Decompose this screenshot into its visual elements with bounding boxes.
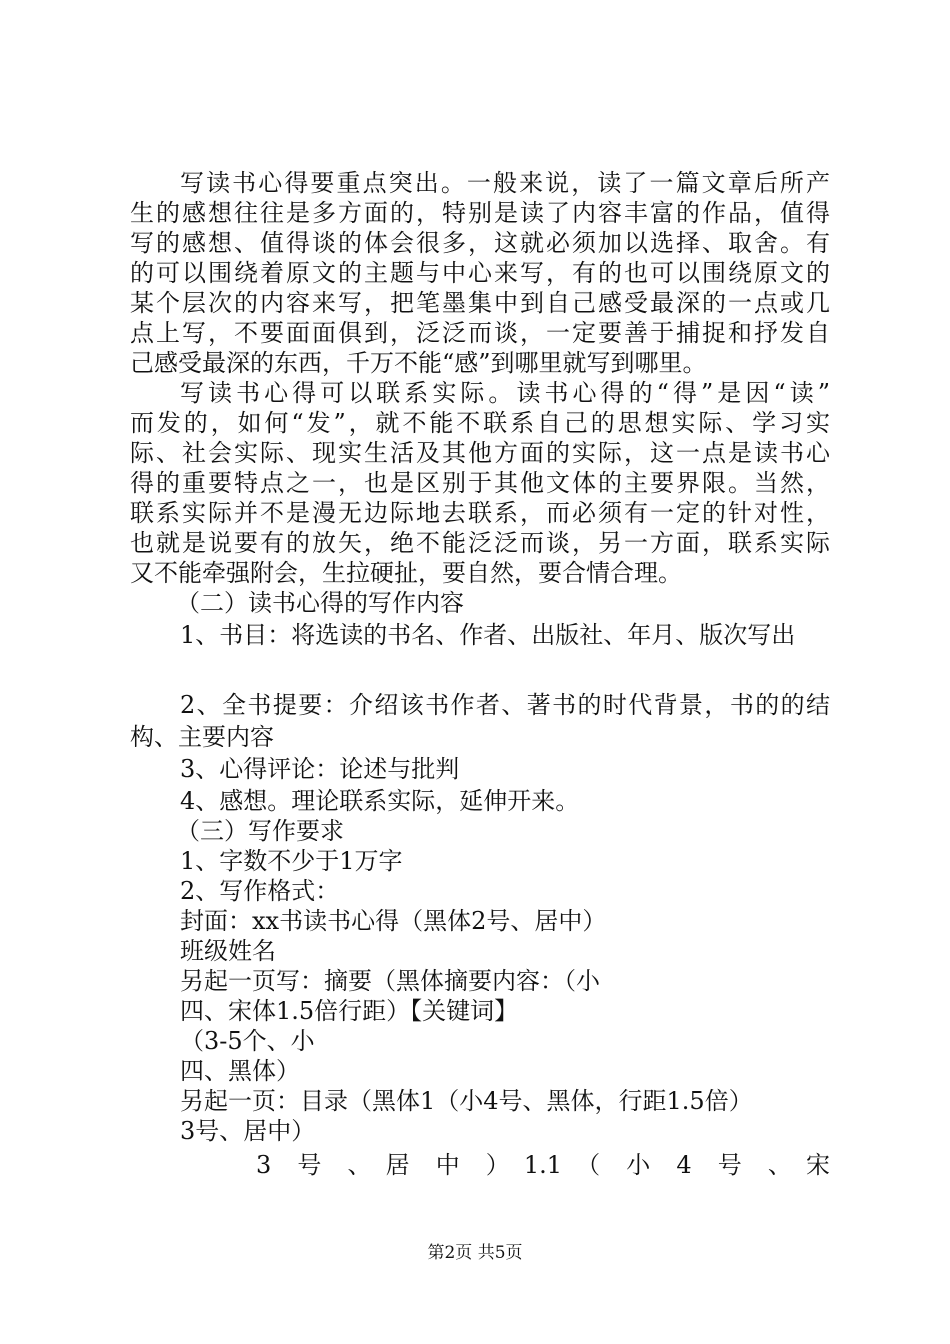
format-line: 另起一页写：摘要（黑体摘要内容：（小 xyxy=(180,967,600,995)
paragraph-line: 又不能牵强附会，生拉硬扯，要自然，要合情合理。 xyxy=(130,559,682,587)
format-line: 四、宋体1.5倍行距）【关键词】 xyxy=(180,997,519,1025)
paragraph-line: 己感受最深的东西，千万不能“感”到哪里就写到哪里。 xyxy=(130,349,707,377)
paragraph-line: 而发的，如何“发”，就不能不联系自己的思想实际、学习实 xyxy=(130,409,830,437)
page-footer: 第2页 共5页 xyxy=(427,1243,523,1263)
format-line: （3-5个、小 xyxy=(180,1027,315,1055)
format-line: 3号、居中） xyxy=(180,1117,316,1145)
paragraph-line: 的可以围绕着原文的主题与中心来写，有的也可以围绕原文的 xyxy=(130,259,830,287)
format-line: 3 号 、 居 中 ） 1.1 （ 小 4 号 、 宋 xyxy=(256,1151,830,1179)
format-line: 班级姓名 xyxy=(180,937,276,965)
format-line: 另起一页：目录（黑体1（小4号、黑体，行距1.5倍） xyxy=(180,1087,753,1115)
paragraph-line: 写的感想、值得谈的体会很多，这就必须加以选择、取舍。有 xyxy=(130,229,830,257)
paragraph-line: 得的重要特点之一，也是区别于其他文体的主要界限。当然， xyxy=(130,469,830,497)
paragraph-line: 联系实际并不是漫无边际地去联系，而必须有一定的针对性， xyxy=(130,499,830,527)
list-item: 2、全书提要：介绍该书作者、著书的时代背景，书的的结 xyxy=(180,691,830,719)
list-item-continuation: 构、主要内容 xyxy=(130,723,274,751)
paragraph-line: 点上写，不要面面俱到，泛泛而谈，一定要善于捕捉和抒发自 xyxy=(130,319,830,347)
format-line: 四、黑体） xyxy=(180,1057,300,1085)
list-item: 1、书目：将选读的书名、作者、出版社、年月、版次写出 xyxy=(180,621,796,649)
paragraph-line: 写读书心得要重点突出。一般来说，读了一篇文章后所产 xyxy=(180,169,830,197)
list-item: 4、感想。理论联系实际，延伸开来。 xyxy=(180,787,580,815)
paragraph-line: 生的感想往往是多方面的，特别是读了内容丰富的作品，值得 xyxy=(130,199,830,227)
list-item: 3、心得评论：论述与批判 xyxy=(180,755,460,783)
format-line: 封面：xx书读书心得（黑体2号、居中） xyxy=(180,907,607,935)
section-heading: （二）读书心得的写作内容 xyxy=(176,589,464,617)
list-item: 1、字数不少于1万字 xyxy=(180,847,403,875)
paragraph-line: 某个层次的内容来写，把笔墨集中到自己感受最深的一点或几 xyxy=(130,289,830,317)
paragraph-line: 写读书心得可以联系实际。读书心得的“得”是因“读” xyxy=(180,379,830,407)
list-item: 2、写作格式： xyxy=(180,877,340,905)
paragraph-line: 际、社会实际、现实生活及其他方面的实际，这一点是读书心 xyxy=(130,439,830,467)
section-heading: （三）写作要求 xyxy=(176,817,344,845)
paragraph-line: 也就是说要有的放矢，绝不能泛泛而谈，另一方面，联系实际 xyxy=(130,529,830,557)
